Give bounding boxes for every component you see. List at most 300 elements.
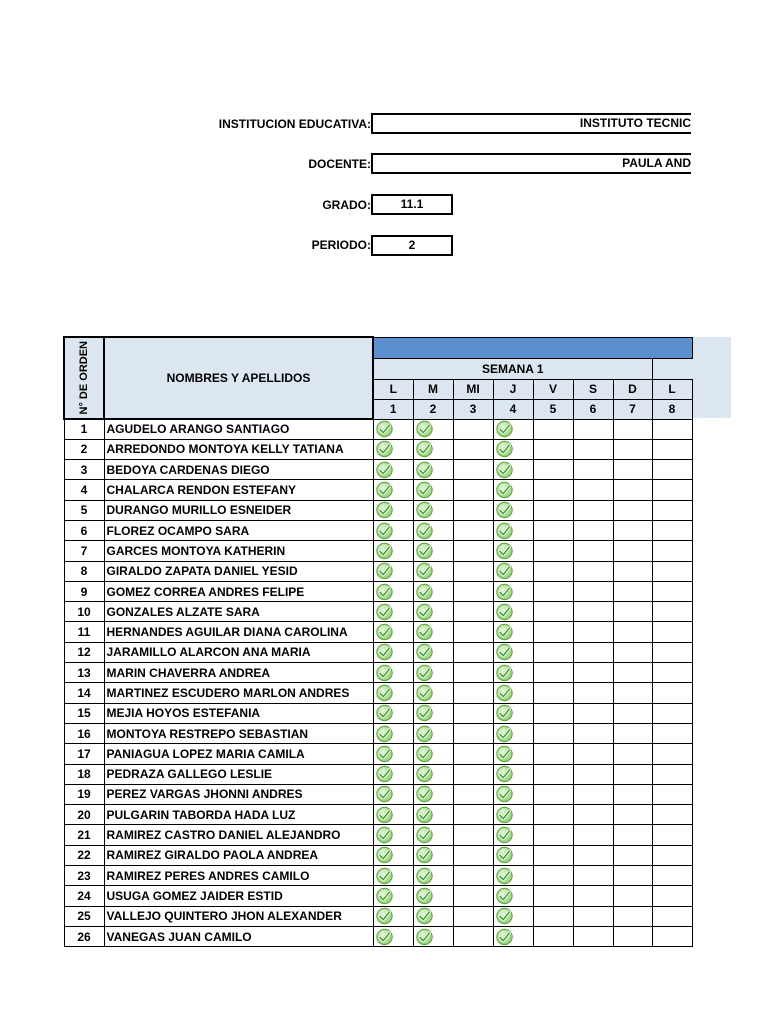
check-circle-icon [495,501,514,519]
attendance-cell[interactable] [533,744,573,764]
table-row [64,744,692,764]
attendance-cell[interactable] [413,764,453,784]
table-row [64,439,692,459]
attendance-cell[interactable] [533,419,573,439]
table-row [64,866,692,886]
attendance-cell[interactable] [533,642,573,662]
attendance-cell[interactable] [573,683,613,703]
attendance-cell[interactable] [453,683,493,703]
attendance-cell[interactable] [493,439,533,459]
attendance-cell[interactable] [573,520,613,540]
check-circle-icon [495,867,514,885]
attendance-cell[interactable] [493,906,533,926]
attendance-cell[interactable] [613,784,652,804]
attendance-cell[interactable] [652,886,692,906]
attendance-cell[interactable] [373,520,413,540]
attendance-cell[interactable] [652,805,692,825]
attendance-cell[interactable] [533,663,573,683]
attendance-cell[interactable] [413,784,453,804]
row-number: 5 [64,500,104,520]
check-circle-icon [415,785,434,803]
attendance-cell[interactable] [533,703,573,723]
attendance-cell[interactable] [533,460,573,480]
attendance-cell[interactable] [493,602,533,622]
check-circle-icon [495,928,514,946]
attendance-cell[interactable] [613,581,652,601]
attendance-cell[interactable] [373,480,413,500]
student-name: ARREDONDO MONTOYA KELLY TATIANA [104,439,373,459]
attendance-cell[interactable] [413,845,453,865]
attendance-cell[interactable] [533,723,573,743]
check-circle-icon [415,623,434,641]
day-number-header: 8 [652,399,692,419]
attendance-cell[interactable] [613,602,652,622]
attendance-cell[interactable] [413,520,453,540]
periodo-label: PERIODO: [311,238,371,252]
attendance-cell[interactable] [373,825,413,845]
institucion-field[interactable] [371,113,691,134]
attendance-cell[interactable] [453,520,493,540]
grado-label: GRADO: [322,198,371,212]
attendance-cell[interactable] [373,561,413,581]
attendance-cell[interactable] [493,460,533,480]
row-number: 19 [64,784,104,804]
attendance-cell[interactable] [453,723,493,743]
check-circle-icon [495,481,514,499]
attendance-cell[interactable] [613,500,652,520]
attendance-cell[interactable] [573,541,613,561]
attendance-cell[interactable] [373,784,413,804]
attendance-cell[interactable] [613,622,652,642]
attendance-cell[interactable] [652,926,692,946]
attendance-cell[interactable] [373,439,413,459]
attendance-cell[interactable] [613,825,652,845]
attendance-cell[interactable] [493,784,533,804]
attendance-cell[interactable] [533,520,573,540]
check-circle-icon [375,623,394,641]
attendance-cell[interactable] [652,784,692,804]
check-circle-icon [415,887,434,905]
attendance-cell[interactable] [573,703,613,723]
attendance-cell[interactable] [453,886,493,906]
day-header: M [413,380,453,400]
check-circle-icon [495,461,514,479]
check-circle-icon [375,481,394,499]
attendance-cell[interactable] [652,439,692,459]
grado-field[interactable] [371,194,453,215]
attendance-cell[interactable] [493,683,533,703]
attendance-cell[interactable] [373,866,413,886]
attendance-cell[interactable] [613,460,652,480]
attendance-cell[interactable] [533,805,573,825]
attendance-cell[interactable] [533,480,573,500]
attendance-cell[interactable] [373,541,413,561]
attendance-cell[interactable] [453,581,493,601]
attendance-cell[interactable] [573,622,613,642]
check-circle-icon [415,907,434,925]
attendance-cell[interactable] [613,906,652,926]
check-circle-icon [415,806,434,824]
attendance-cell[interactable] [573,784,613,804]
attendance-cell[interactable] [573,825,613,845]
table-row [64,723,692,743]
attendance-cell[interactable] [533,784,573,804]
attendance-cell[interactable] [413,602,453,622]
attendance-cell[interactable] [652,561,692,581]
attendance-cell[interactable] [533,886,573,906]
day-number-header: 4 [493,399,533,419]
attendance-cell[interactable] [573,663,613,683]
attendance-cell[interactable] [613,642,652,662]
attendance-cell[interactable] [373,906,413,926]
attendance-cell[interactable] [573,764,613,784]
attendance-cell[interactable] [533,439,573,459]
attendance-cell[interactable] [493,886,533,906]
attendance-cell[interactable] [493,926,533,946]
attendance-cell[interactable] [453,561,493,581]
student-name: PANIAGUA LOPEZ MARIA CAMILA [104,744,373,764]
check-circle-icon [415,461,434,479]
attendance-cell[interactable] [453,480,493,500]
attendance-cell[interactable] [493,866,533,886]
check-circle-icon [375,765,394,783]
row-number: 24 [64,886,104,906]
attendance-cell[interactable] [453,602,493,622]
attendance-cell[interactable] [573,805,613,825]
attendance-cell[interactable] [613,520,652,540]
attendance-cell[interactable] [413,541,453,561]
check-circle-icon [375,603,394,621]
attendance-cell[interactable] [652,845,692,865]
attendance-table [63,336,693,947]
attendance-cell[interactable] [613,723,652,743]
check-circle-icon [415,643,434,661]
attendance-cell[interactable] [613,561,652,581]
docente-value: PAULA AND [622,156,691,170]
student-name: MARIN CHAVERRA ANDREA [104,663,373,683]
attendance-cell[interactable] [373,703,413,723]
attendance-cell[interactable] [413,703,453,723]
attendance-cell[interactable] [373,419,413,439]
attendance-cell[interactable] [493,520,533,540]
attendance-cell[interactable] [652,581,692,601]
attendance-cell[interactable] [652,703,692,723]
check-circle-icon [495,420,514,438]
attendance-cell[interactable] [493,805,533,825]
attendance-cell[interactable] [652,683,692,703]
row-number: 16 [64,723,104,743]
student-name: HERNANDES AGUILAR DIANA CAROLINA [104,622,373,642]
attendance-cell[interactable] [652,520,692,540]
attendance-cell[interactable] [613,683,652,703]
student-name: GOMEZ CORREA ANDRES FELIPE [104,581,373,601]
attendance-cell[interactable] [533,561,573,581]
check-circle-icon [375,806,394,824]
attendance-cell[interactable] [493,703,533,723]
student-name: DURANGO MURILLO ESNEIDER [104,500,373,520]
table-row [64,764,692,784]
attendance-cell[interactable] [533,845,573,865]
attendance-cell[interactable] [413,723,453,743]
attendance-cell[interactable] [652,866,692,886]
attendance-cell[interactable] [573,642,613,662]
attendance-cell[interactable] [373,723,413,743]
row-number: 23 [64,866,104,886]
attendance-cell[interactable] [493,723,533,743]
student-name: BEDOYA CARDENAS DIEGO [104,460,373,480]
attendance-cell[interactable] [493,480,533,500]
attendance-cell[interactable] [373,602,413,622]
attendance-cell[interactable] [533,866,573,886]
table-row [64,561,692,581]
attendance-cell[interactable] [453,460,493,480]
check-circle-icon [495,664,514,682]
attendance-cell[interactable] [573,845,613,865]
attendance-cell[interactable] [613,703,652,723]
attendance-cell[interactable] [493,581,533,601]
attendance-cell[interactable] [493,845,533,865]
attendance-cell[interactable] [533,906,573,926]
attendance-cell[interactable] [573,419,613,439]
check-circle-icon [495,704,514,722]
attendance-cell[interactable] [652,764,692,784]
attendance-cell[interactable] [652,419,692,439]
attendance-cell[interactable] [613,744,652,764]
table-row [64,602,692,622]
check-circle-icon [495,684,514,702]
attendance-cell[interactable] [613,663,652,683]
attendance-cell[interactable] [613,439,652,459]
attendance-cell[interactable] [453,622,493,642]
attendance-cell[interactable] [453,541,493,561]
check-circle-icon [375,643,394,661]
attendance-cell[interactable] [613,886,652,906]
attendance-cell[interactable] [573,561,613,581]
attendance-cell[interactable] [493,622,533,642]
attendance-cell[interactable] [613,926,652,946]
attendance-cell[interactable] [652,642,692,662]
day-number-header: 3 [453,399,493,419]
attendance-cell[interactable] [613,845,652,865]
attendance-cell[interactable] [373,683,413,703]
row-number: 3 [64,460,104,480]
attendance-cell[interactable] [573,602,613,622]
check-circle-icon [415,562,434,580]
nombres-header [104,337,373,419]
attendance-cell[interactable] [453,784,493,804]
attendance-cell[interactable] [493,541,533,561]
row-number: 25 [64,906,104,926]
check-circle-icon [495,846,514,864]
student-name: GARCES MONTOYA KATHERIN [104,541,373,561]
attendance-cell[interactable] [413,419,453,439]
check-circle-icon [375,522,394,540]
table-row [64,926,692,946]
attendance-cell[interactable] [413,663,453,683]
attendance-cell[interactable] [533,764,573,784]
row-number: 8 [64,561,104,581]
attendance-cell[interactable] [453,764,493,784]
attendance-cell[interactable] [413,642,453,662]
attendance-cell[interactable] [652,480,692,500]
attendance-cell[interactable] [413,480,453,500]
attendance-cell[interactable] [413,500,453,520]
attendance-cell[interactable] [533,602,573,622]
attendance-cell[interactable] [573,439,613,459]
attendance-cell[interactable] [453,845,493,865]
check-circle-icon [495,745,514,763]
attendance-cell[interactable] [652,460,692,480]
check-circle-icon [415,765,434,783]
attendance-cell[interactable] [652,663,692,683]
row-number: 22 [64,845,104,865]
attendance-cell[interactable] [533,825,573,845]
attendance-cell[interactable] [413,886,453,906]
attendance-cell[interactable] [373,886,413,906]
attendance-cell[interactable] [573,460,613,480]
attendance-cell[interactable] [453,926,493,946]
attendance-cell[interactable] [652,541,692,561]
table-row [64,784,692,804]
attendance-cell[interactable] [453,439,493,459]
attendance-cell[interactable] [373,663,413,683]
student-name: FLOREZ OCAMPO SARA [104,520,373,540]
table-row [64,541,692,561]
attendance-cell[interactable] [373,845,413,865]
row-number: 12 [64,642,104,662]
attendance-cell[interactable] [613,805,652,825]
student-name: USUGA GOMEZ JAIDER ESTID [104,886,373,906]
attendance-cell[interactable] [613,541,652,561]
attendance-cell[interactable] [413,906,453,926]
attendance-cell[interactable] [373,642,413,662]
check-circle-icon [375,684,394,702]
attendance-cell[interactable] [652,906,692,926]
periodo-field[interactable] [371,235,453,256]
attendance-cell[interactable] [573,866,613,886]
check-circle-icon [495,725,514,743]
attendance-cell[interactable] [413,581,453,601]
row-number: 20 [64,805,104,825]
attendance-cell[interactable] [573,581,613,601]
check-circle-icon [415,867,434,885]
attendance-cell[interactable] [613,419,652,439]
attendance-cell[interactable] [573,500,613,520]
table-row [64,825,692,845]
attendance-cell[interactable] [652,723,692,743]
attendance-cell[interactable] [493,561,533,581]
nombres-header-label: NOMBRES Y APELLIDOS [166,371,311,385]
attendance-cell[interactable] [373,926,413,946]
docente-field[interactable] [371,153,691,174]
attendance-cell[interactable] [533,581,573,601]
attendance-cell[interactable] [453,825,493,845]
attendance-cell[interactable] [453,642,493,662]
attendance-cell[interactable] [652,500,692,520]
attendance-cell[interactable] [373,622,413,642]
check-circle-icon [495,806,514,824]
attendance-cell[interactable] [373,744,413,764]
attendance-cell[interactable] [573,744,613,764]
attendance-cell[interactable] [413,866,453,886]
attendance-cell[interactable] [413,683,453,703]
attendance-cell[interactable] [533,926,573,946]
attendance-cell[interactable] [413,825,453,845]
attendance-cell[interactable] [613,866,652,886]
attendance-cell[interactable] [533,541,573,561]
attendance-cell[interactable] [573,480,613,500]
attendance-cell[interactable] [533,622,573,642]
row-number: 6 [64,520,104,540]
attendance-cell[interactable] [453,663,493,683]
attendance-cell[interactable] [453,419,493,439]
day-number-header: 2 [413,399,453,419]
week-header [373,359,652,380]
attendance-cell[interactable] [652,602,692,622]
attendance-cell[interactable] [652,622,692,642]
attendance-cell[interactable] [453,744,493,764]
row-number: 7 [64,541,104,561]
check-circle-icon [375,440,394,458]
attendance-cell[interactable] [573,926,613,946]
attendance-cell[interactable] [373,460,413,480]
attendance-cell[interactable] [453,703,493,723]
attendance-cell[interactable] [453,500,493,520]
attendance-cell[interactable] [613,480,652,500]
attendance-cell[interactable] [373,581,413,601]
attendance-cell[interactable] [373,764,413,784]
student-name: GIRALDO ZAPATA DANIEL YESID [104,561,373,581]
attendance-cell[interactable] [493,744,533,764]
attendance-cell[interactable] [413,622,453,642]
attendance-cell[interactable] [453,906,493,926]
week-2-header [652,359,692,380]
attendance-cell[interactable] [493,419,533,439]
attendance-cell[interactable] [413,744,453,764]
attendance-cell[interactable] [573,723,613,743]
attendance-cell[interactable] [373,500,413,520]
check-circle-icon [375,501,394,519]
attendance-cell[interactable] [613,764,652,784]
attendance-cell[interactable] [453,866,493,886]
attendance-cell[interactable] [373,805,413,825]
attendance-cell[interactable] [413,926,453,946]
attendance-cell[interactable] [413,439,453,459]
attendance-cell[interactable] [533,500,573,520]
check-circle-icon [495,440,514,458]
table-row [64,683,692,703]
attendance-cell[interactable] [493,642,533,662]
attendance-cell[interactable] [493,764,533,784]
attendance-cell[interactable] [652,825,692,845]
attendance-cell[interactable] [533,683,573,703]
attendance-cell[interactable] [413,805,453,825]
attendance-cell[interactable] [413,561,453,581]
row-number: 26 [64,926,104,946]
attendance-cell[interactable] [413,460,453,480]
attendance-cell[interactable] [652,744,692,764]
attendance-cell[interactable] [493,825,533,845]
check-circle-icon [415,664,434,682]
attendance-cell[interactable] [453,805,493,825]
attendance-cell[interactable] [573,886,613,906]
attendance-cell[interactable] [493,663,533,683]
attendance-cell[interactable] [573,906,613,926]
check-circle-icon [415,928,434,946]
attendance-cell[interactable] [493,500,533,520]
check-circle-icon [375,785,394,803]
row-number: 9 [64,581,104,601]
